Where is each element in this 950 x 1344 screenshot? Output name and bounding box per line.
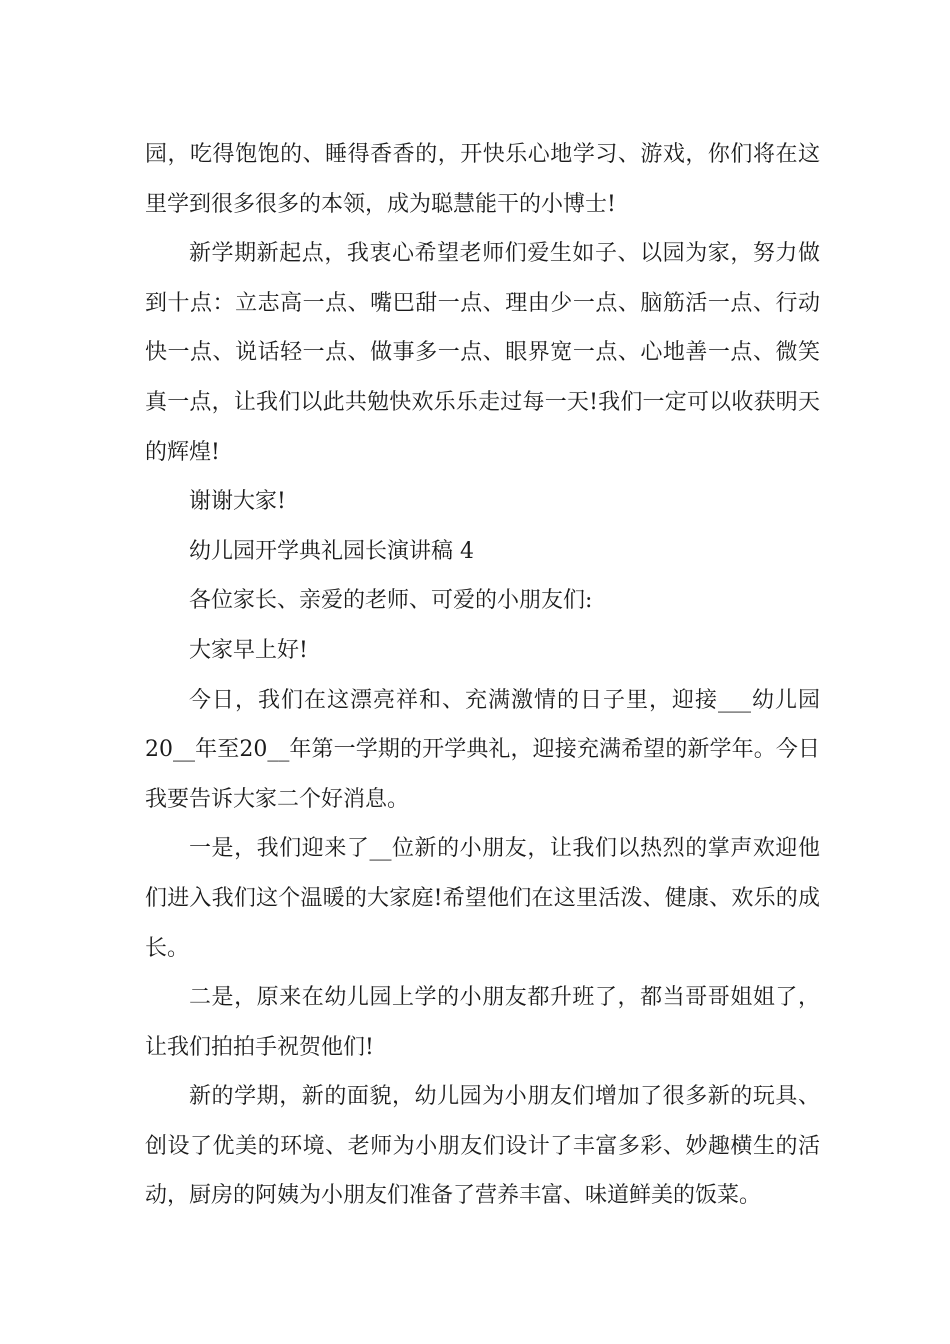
document-body xyxy=(145,130,820,1221)
paragraph-8: 一是，我们迎来了__位新的小朋友，让我们以热烈的掌声欢迎他们进入我们这个温暖的大家庭!希望他们在这里活泼、健康、欢乐的成长。 xyxy=(145,836,820,961)
paragraph-1: 园，吃得饱饱的、睡得香香的，开快乐心地学习、游戏，你们将在这里学到很多很多的本领，成为聪慧能干的小博士! xyxy=(145,142,820,217)
paragraph-3: 谢谢大家! xyxy=(189,489,286,515)
paragraph-7: 今日，我们在这漂亮祥和、充满激情的日子里，迎接___幼儿园20__年至20__年第一学期的开学典礼，迎接充满希望的新学年。今日我要告诉大家二个好消息。 xyxy=(145,687,820,812)
greeting: 大家早上好! xyxy=(189,637,308,663)
paragraph-9: 二是，原来在幼儿园上学的小朋友都升班了，都当哥哥姐姐了，让我们拍拍手祝贺他们! xyxy=(145,985,820,1060)
paragraph-2: 新学期新起点，我衷心希望老师们爱生如子、以园为家，努力做到十点：立志高一点、嘴巴甜一点、理由少一点、脑筋活一点、行动快一点、说话轻一点、做事多一点、眼界宽一点、心地善一点、微笑真一点，让我们以此共勉快欢乐乐走过每一天!我们一定可以收获明天的辉煌! xyxy=(145,241,820,465)
paragraph-10: 新的学期，新的面貌，幼儿园为小朋友们增加了很多新的玩具、创设了优美的环境、老师为小朋友们设计了丰富多彩、妙趣横生的活动，厨房的阿姨为小朋友们准备了营养丰富、味道鲜美的饭菜。 xyxy=(145,1084,820,1209)
salutation: 各位家长、亲爱的老师、可爱的小朋友们: xyxy=(189,588,593,614)
section-title: 幼儿园开学典礼园长演讲稿 4 xyxy=(189,538,474,564)
